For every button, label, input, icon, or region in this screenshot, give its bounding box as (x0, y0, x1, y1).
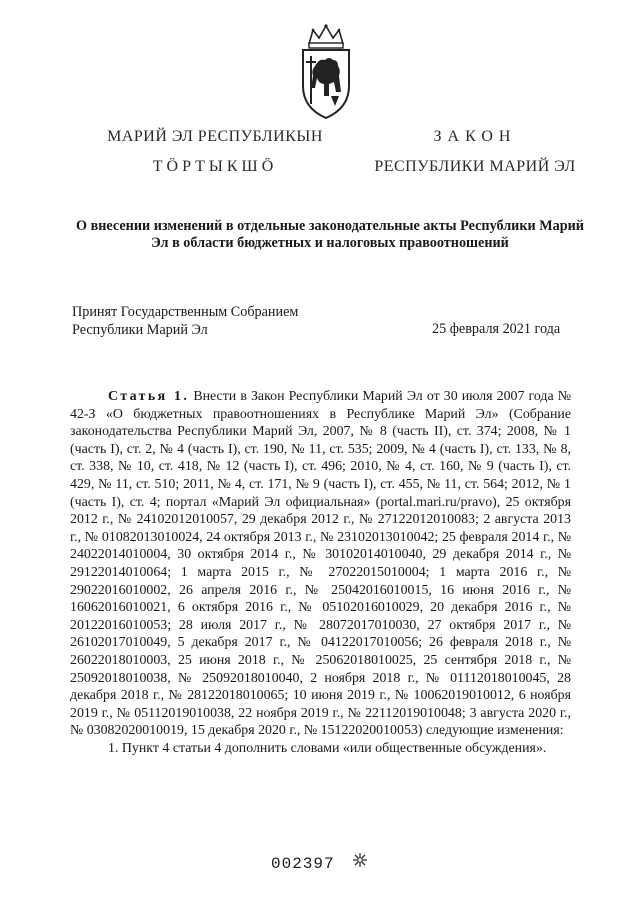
serial-number-stamp: 002397 (271, 855, 335, 873)
document-title: О внесении изменений в отдельные законодательные акты Республики Марий Эл в области бюджетных и налоговых правоотношений (76, 218, 584, 251)
header-right-line1: ЗАКОН (433, 128, 517, 145)
article-1-paragraph (70, 388, 571, 740)
asterisk-icon (352, 852, 368, 868)
article-text: Внести в Закон Республики Марий Эл от 30 июля 2007 года № 42-З «О бюджетных правоотношениях в Республике Марий Эл» (Собрание законодательства Республики Марий Эл, 2007, № 8 (часть II), ст. 374; 2008, № 1 (часть I), ст. 2, № 4 (часть I), ст. 190, № 11, ст. 535; 2009, № 4 (часть I), ст. 133, № 8, ст. 338, № 10, ст. 418, № 12 (часть I), ст. 496; 2010, № 4, ст. 160, № 9 (часть I), ст. 429, № 11, ст. 510; 2011, № 4, ст. 171, № 9 (часть I), ст. 455, № 11, ст. 564; 2012, № 1 (часть I), ст. 4; портал «Марий Эл официальная» (portal.mari.ru/pravo), 25 октября 2012 г., № 24102012010057, 29 декабря 2012 г., № 27122012010083; 2 августа 2013 г., № 01082013010024, 24 октября 2013 г., № 23102013010042; 25 февраля 2014 г., № 24022014010004, 30 октября 2014 г., № 30102014010040, 29 декабря 2014 г., № 29122014010064; 1 марта 2015 г., № 27022015010004; 1 марта 2016 г., № 29022016010002, 26 апреля 2016 г., № 25042016010015, 16 июня 2016 г., № 16062016010021, 6 октября 2016 г., № 05102016010029, 20 декабря 2016 г., № 20122016010053; 28 июля 2017 г., № 28072017010030, 27 октября 2017 г., № 26102017010049, 5 декабря 2017 г., № 04122017010056; 26 февраля 2018 г., № 26022018010003, 25 июня 2018 г., № 25062018010025, 25 сентября 2018 г., № 25092018010038, № 25092018010040, 2 ноября 2018 г., № 01112018010045, 28 декабря 2018 г., № 28122018010065; 10 июня 2019 г., № 10062019010012, 6 ноября 2019 г., № 05112019010038, 22 ноября 2019 г., № 22112019010048; 3 августа 2020 г., № 03082020010019, 15 декабря 2020 г., № 15122020010053) следующие изменения: (70, 389, 571, 739)
article-item-1: 1. Пункт 4 статьи 4 дополнить словами «или общественные обсуждения». (108, 740, 547, 756)
header-right-line2: РЕСПУБЛИКИ МАРИЙ ЭЛ (374, 158, 576, 175)
header-left-line1: МАРИЙ ЭЛ РЕСПУБЛИКЫН (107, 128, 323, 145)
article-label: Статья 1. (108, 389, 190, 404)
adoption-line1: Принят Государственным Собранием (72, 304, 299, 320)
coat-of-arms-emblem (291, 22, 361, 122)
adoption-line2: Республики Марий Эл (72, 322, 208, 338)
header-left-line2: ТӦРТЫКШӦ (152, 158, 278, 175)
article-body (70, 388, 571, 757)
adoption-block (72, 303, 298, 339)
adoption-date: 25 февраля 2021 года (432, 321, 561, 337)
